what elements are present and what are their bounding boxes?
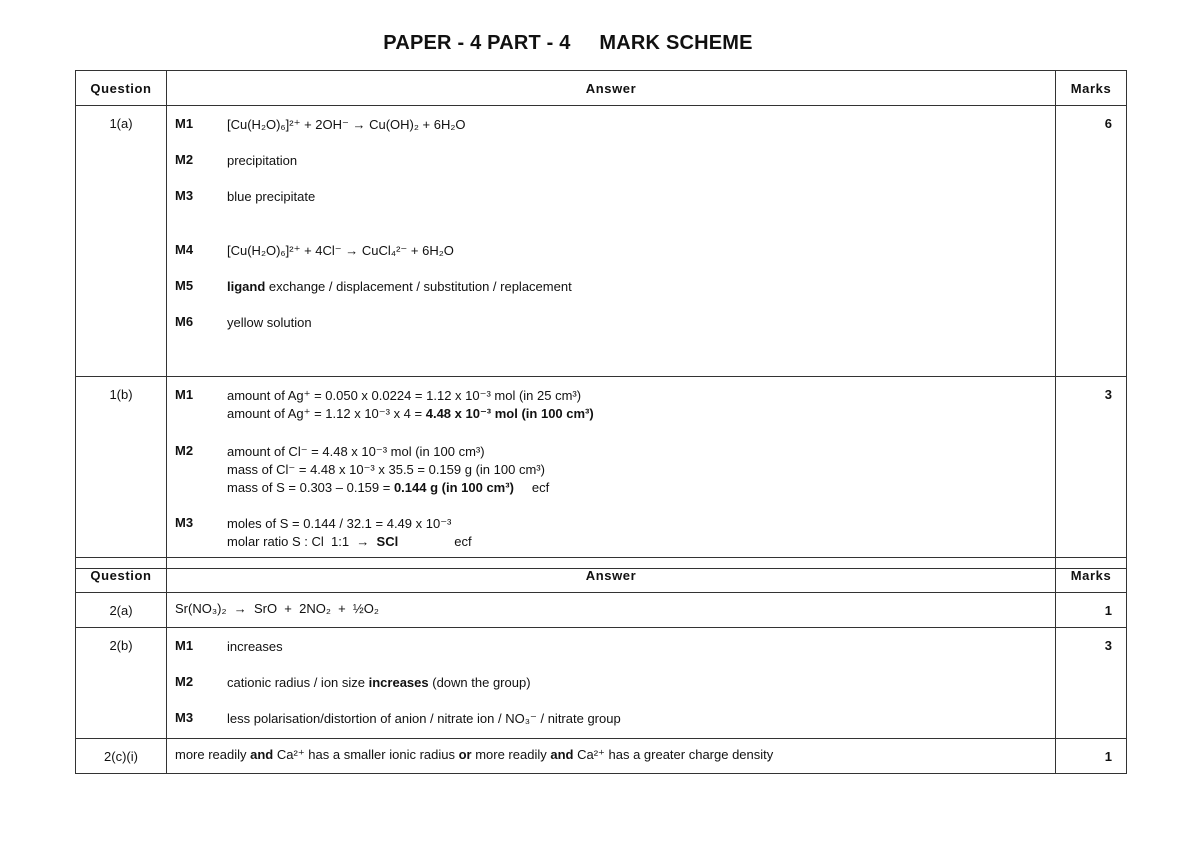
header-question: Question	[76, 71, 167, 106]
mark-scheme-table-2	[75, 557, 1127, 774]
mark-text-bold: ligand	[227, 279, 266, 294]
question-number: 2(c)(i)	[76, 739, 167, 774]
mark-label: M1	[175, 116, 194, 131]
mark-label: M6	[175, 314, 194, 329]
mark-text-bold: increases	[368, 675, 429, 690]
mark-label: M2	[175, 443, 194, 458]
answer-text: more readily	[175, 747, 251, 762]
ecf-note: ecf	[531, 480, 550, 495]
mark-text: [Cu(H₂O)₆]²⁺ + 2OH⁻ → Cu(OH)₂ + 6H₂O	[227, 117, 466, 132]
marks-value: 3	[1056, 377, 1127, 569]
mark-text: mass of S = 0.303 – 0.159 =	[227, 480, 394, 495]
mark-label: M4	[175, 242, 194, 257]
answer-cell	[167, 628, 1056, 739]
table-row	[76, 628, 1127, 739]
mark-label: M1	[175, 387, 194, 402]
header-marks: Marks	[1056, 558, 1127, 593]
mark-text: precipitation	[227, 153, 298, 168]
mark-text: cationic radius / ion size	[227, 675, 369, 690]
marks-value: 1	[1056, 593, 1127, 628]
answer-text-bold: and	[250, 747, 274, 762]
answer-text: Ca²⁺ has a smaller ionic radius	[273, 747, 459, 762]
header-marks: Marks	[1056, 71, 1127, 106]
mark-text: amount of Ag⁺ = 1.12 x 10⁻³ x 4 =	[227, 406, 426, 421]
mark-label: M5	[175, 278, 194, 293]
mark-label: M3	[175, 710, 194, 725]
mark-text: (down the group)	[428, 675, 531, 690]
table-header-row	[76, 558, 1127, 593]
mark-text-bold: 0.144 g (in 100 cm³)	[393, 480, 514, 495]
answer-text-bold: or	[458, 747, 472, 762]
ecf-note: ecf	[454, 534, 472, 549]
question-number: 2(b)	[76, 628, 167, 739]
answer-text: Ca²⁺ has a greater charge density	[573, 747, 774, 762]
answer-text: Sr(NO₃)₂ → SrO + 2NO₂ + ½O₂	[167, 593, 1056, 628]
mark-text: amount of Cl⁻ = 4.48 x 10⁻³ mol (in 100 cm³)	[227, 444, 485, 459]
question-number: 2(a)	[76, 593, 167, 628]
mark-text: molar ratio S : Cl 1:1 →	[227, 534, 377, 549]
answer-text: more readily	[471, 747, 551, 762]
mark-label: M1	[175, 638, 194, 653]
question-number: 1(b)	[76, 377, 167, 569]
answer-cell	[167, 377, 1056, 569]
mark-text-bold: 4.48 x 10⁻³ mol (in 100 cm³)	[425, 406, 594, 421]
mark-label: M2	[175, 674, 194, 689]
mark-text: amount of Ag⁺ = 0.050 x 0.0224 = 1.12 x 10⁻³ mol (in 25 cm³)	[227, 388, 582, 403]
table-row	[76, 106, 1127, 377]
mark-text: moles of S = 0.144 / 32.1 = 4.49 x 10⁻³	[227, 516, 452, 531]
mark-text: exchange / displacement / substitution / replacement	[265, 279, 572, 294]
header-answer: Answer	[167, 71, 1056, 106]
mark-text: blue precipitate	[227, 189, 316, 204]
mark-label: M3	[175, 515, 194, 530]
header-answer: Answer	[167, 558, 1056, 593]
mark-scheme-table-1	[75, 70, 1127, 569]
mark-text: less polarisation/distortion of anion / nitrate ion / NO₃⁻ / nitrate group	[227, 711, 621, 726]
answer-cell	[167, 739, 1056, 774]
mark-text: yellow solution	[227, 315, 312, 330]
mark-text: increases	[227, 639, 283, 654]
marks-value: 3	[1056, 628, 1127, 739]
mark-text: mass of Cl⁻ = 4.48 x 10⁻³ x 35.5 = 0.159 g (in 100 cm³)	[227, 462, 545, 477]
mark-label: M2	[175, 152, 194, 167]
table-header-row	[76, 71, 1127, 106]
mark-text: [Cu(H₂O)₆]²⁺ + 4Cl⁻ → CuCl₄²⁻ + 6H₂O	[227, 243, 454, 258]
marks-value: 1	[1056, 739, 1127, 774]
question-number: 1(a)	[76, 106, 167, 377]
answer-text-bold: and	[550, 747, 574, 762]
page-title: PAPER - 4 PART - 4 MARK SCHEME	[383, 32, 753, 54]
table-row	[76, 377, 1127, 569]
table-row	[76, 593, 1127, 628]
marks-value: 6	[1056, 106, 1127, 377]
table-row	[76, 739, 1127, 774]
mark-label: M3	[175, 188, 194, 203]
mark-text-bold: SCl	[376, 534, 399, 549]
answer-cell	[167, 106, 1056, 377]
header-question: Question	[76, 558, 167, 593]
